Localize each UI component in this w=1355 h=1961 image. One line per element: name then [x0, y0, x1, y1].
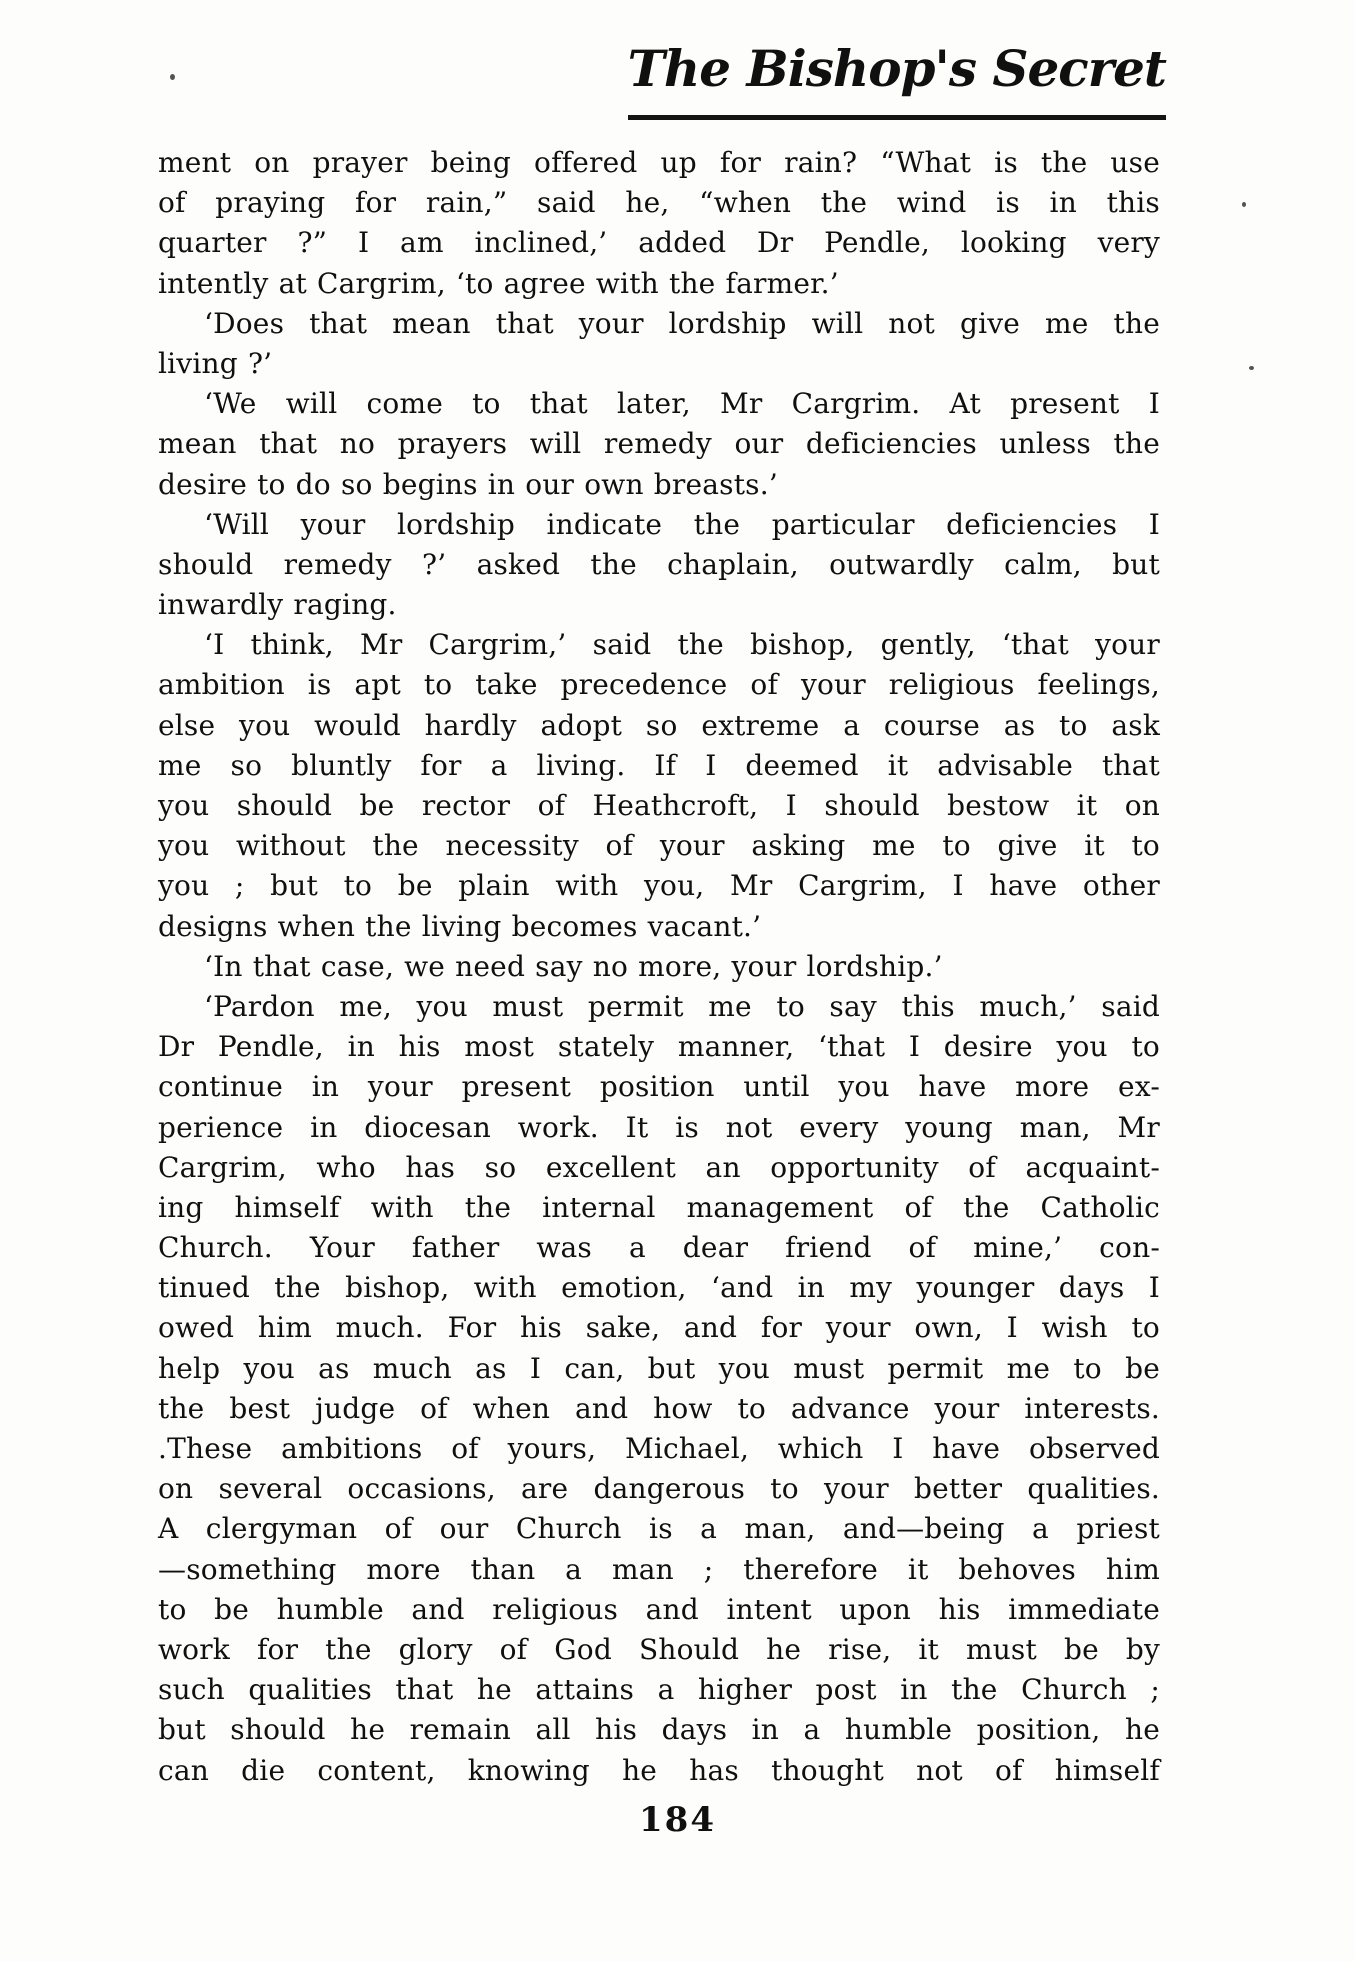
text-line: Cargrim, who has so excellent an opportunity of acquaint-	[158, 1150, 1160, 1184]
text-line: ‘Pardon me, you must permit me to say this much,’ said	[204, 989, 1160, 1023]
scan-speck	[170, 74, 175, 80]
text-line: ‘We will come to that later, Mr Cargrim. At present I	[204, 387, 1160, 421]
text-line: you ; but to be plain with you, Mr Cargrim, I have other	[158, 869, 1160, 903]
text-line: work for the glory of God Should he rise, it must be by	[158, 1632, 1160, 1666]
text-line: A clergyman of our Church is a man, and—being a priest	[158, 1512, 1160, 1546]
text-line: help you as much as I can, but you must permit me to be	[158, 1351, 1160, 1385]
text-line: such qualities that he attains a higher post in the Church ;	[158, 1673, 1160, 1707]
text-line: me so bluntly for a living. If I deemed it advisable that	[158, 748, 1160, 782]
page-number: 184	[639, 1800, 716, 1840]
text-line: but should he remain all his days in a humble position, he	[158, 1713, 1160, 1747]
text-line: to be humble and religious and intent upon his immediate	[158, 1592, 1160, 1626]
text-line: should remedy ?’ asked the chaplain, outwardly calm, but	[158, 547, 1160, 581]
text-line: ‘Does that mean that your lordship will not give me the	[204, 306, 1160, 340]
text-line: perience in diocesan work. It is not every young man, Mr	[158, 1110, 1160, 1144]
text-line: ambition is apt to take precedence of your religious feelings,	[158, 668, 1160, 702]
text-line: owed him much. For his sake, and for your own, I wish to	[158, 1311, 1160, 1345]
text-line: Church. Your father was a dear friend of mine,’ con-	[158, 1231, 1160, 1265]
text-line: living ?’	[158, 346, 273, 380]
text-line: quarter ?” I am inclined,’ added Dr Pendle, looking very	[158, 226, 1160, 260]
body-text	[158, 143, 1160, 1791]
text-line: tinued the bishop, with emotion, ‘and in my younger days I	[158, 1271, 1160, 1305]
text-line: continue in your present position until you have more ex-	[158, 1070, 1160, 1104]
text-line: ‘I think, Mr Cargrim,’ said the bishop, gently, ‘that your	[204, 628, 1160, 662]
scan-speck	[1242, 202, 1246, 207]
running-title: The Bishop's Secret	[628, 40, 1166, 120]
text-line: mean that no prayers will remedy our deficiencies unless the	[158, 427, 1160, 461]
text-line: ‘Will your lordship indicate the particular deficiencies I	[204, 507, 1160, 541]
text-line: you should be rector of Heathcroft, I should bestow it on	[158, 789, 1160, 822]
text-line: inwardly raging.	[158, 588, 397, 622]
text-line: designs when the living becomes vacant.’	[158, 909, 762, 943]
text-line: ment on prayer being offered up for rain? “What is the use	[158, 146, 1160, 179]
text-line: else you would hardly adopt so extreme a course as to ask	[158, 708, 1160, 742]
text-line: —something more than a man ; therefore it behoves him	[158, 1552, 1160, 1586]
page-header	[0, 40, 1166, 120]
text-line: can die content, knowing he has thought not of himself	[158, 1753, 1160, 1787]
text-line: .These ambitions of yours, Michael, which I have observed	[158, 1432, 1160, 1465]
text-line: ing himself with the internal management of the Catholic	[158, 1190, 1160, 1224]
text-line: the best judge of when and how to advance your interests.	[158, 1391, 1160, 1425]
text-line: Dr Pendle, in his most stately manner, ‘that I desire you to	[158, 1030, 1160, 1064]
text-line: of praying for rain,” said he, “when the wind is in this	[158, 186, 1160, 220]
text-line: ‘In that case, we need say no more, your lordship.’	[204, 949, 943, 983]
scan-speck	[1249, 366, 1254, 370]
text-line: you without the necessity of your asking me to give it to	[158, 829, 1160, 863]
text-line: desire to do so begins in our own breasts.’	[158, 467, 778, 501]
text-line: on several occasions, are dangerous to your better qualities.	[158, 1472, 1160, 1506]
text-line: intently at Cargrim, ‘to agree with the farmer.’	[158, 266, 839, 300]
